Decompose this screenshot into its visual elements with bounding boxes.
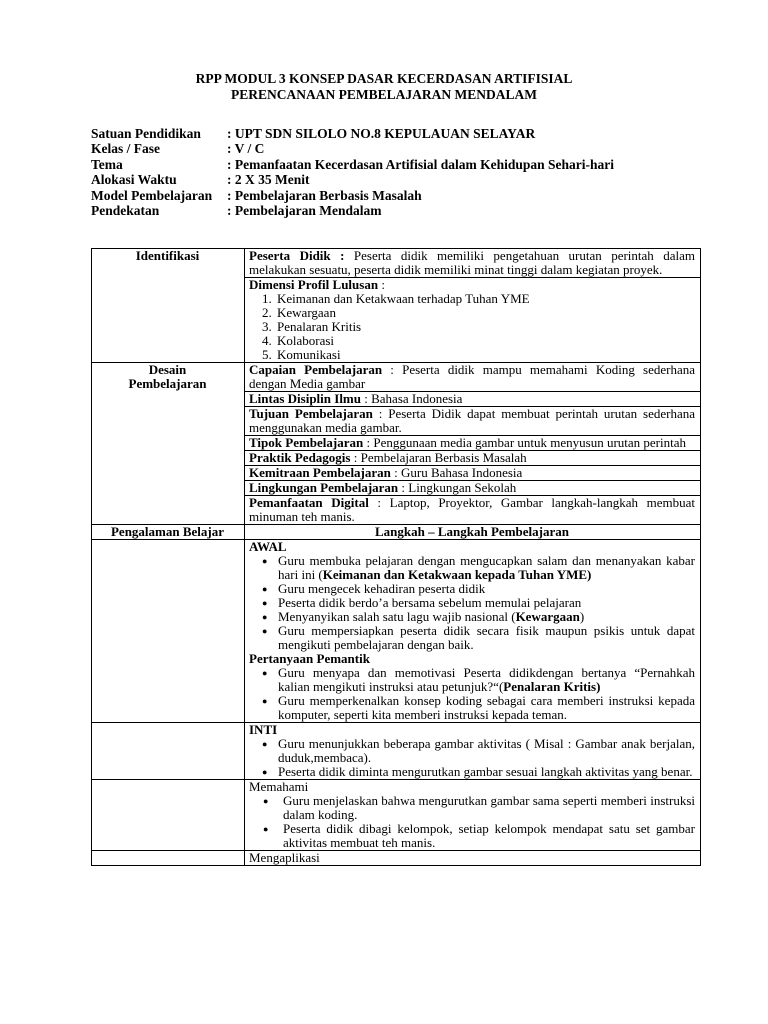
item-text: Peserta didik berdo’a bersama sebelum memulai pelajaran — [278, 595, 582, 610]
praktik-cell — [245, 451, 701, 466]
list-item: 3. Penalaran Kritis — [275, 320, 695, 334]
list-item — [278, 582, 695, 596]
row-text: : Laptop, Proyektor, Gambar langkah-langkah membuat minuman teh manis. — [249, 495, 696, 524]
item-after: ) — [579, 609, 585, 624]
item-text: Guru mengecek kehadiran peserta didik — [278, 581, 486, 596]
list-item: ● Peserta didik dibagi kelompok, setiap kelompok mendapat satu set gambar aktivitas membuat teh manis. — [283, 822, 695, 850]
document-title: RPP MODUL 3 KONSEP DASAR KECERDASAN ARTIFISIAL — [195, 71, 573, 86]
mengaplikasi-cell — [245, 851, 701, 866]
table-row — [92, 363, 701, 392]
desain-label-line1: Desain — [148, 362, 187, 377]
dimensi-label: Dimensi Profil Lulusan — [249, 277, 379, 292]
awal-cell — [245, 540, 701, 723]
inti-cell — [245, 723, 701, 780]
kemitraan-cell — [245, 466, 701, 481]
awal-list — [249, 554, 695, 652]
row-text: : Peserta didik mampu memahami Koding sederhana dengan Media gambar — [249, 362, 695, 391]
desain-label-line2: Pembelajaran — [128, 376, 207, 391]
table-row — [92, 525, 701, 540]
memahami-label: Memahami — [249, 779, 309, 794]
row-label: Praktik Pedagogis — [249, 450, 351, 465]
memahami-list — [249, 794, 695, 850]
list-item — [278, 610, 695, 624]
item-text: Guru mempersiapkan peserta didik secara fisik maupun psikis untuk dapat mengikuti pembelajaran dengan baik. — [278, 623, 695, 652]
list-item — [278, 624, 695, 652]
info-value: : V / C — [227, 141, 265, 157]
tipok-cell — [245, 436, 701, 451]
table-row — [92, 780, 701, 851]
inti-label: INTI — [249, 722, 278, 737]
pemantik-list — [249, 666, 695, 722]
empty-cell — [92, 780, 245, 851]
empty-cell — [92, 540, 245, 723]
dimensi-cell — [245, 278, 701, 363]
row-label: Tipok Pembelajaran — [249, 435, 364, 450]
info-value: : Pembelajaran Mendalam — [227, 203, 382, 219]
langkah-header: Langkah – Langkah Pembelajaran — [245, 525, 701, 540]
info-row-alokasi — [91, 172, 614, 187]
info-row-satuan — [91, 126, 614, 141]
info-row-tema — [91, 157, 614, 172]
mengaplikasi-label: Mengaplikasi — [249, 850, 320, 865]
item-text: Guru menyapa dan memotivasi Peserta didikdengan bertanya “Pernahkah kalian mengikuti instruksi atau petunjuk?“( — [278, 665, 695, 694]
item-bold: Keimanan dan Ketakwaan kepada Tuhan YME) — [322, 567, 592, 582]
list-item — [278, 596, 695, 610]
dimensi-list — [249, 292, 695, 362]
list-item: ● Guru menunjukkan beberapa gambar aktivitas ( Misal : Gambar anak berjalan, duduk,membaca). — [278, 737, 695, 765]
item-bold: Penalaran Kritis) — [503, 679, 601, 694]
table-row — [92, 723, 701, 780]
info-value: : Pemanfaatan Kecerdasan Artifisial dalam Kehidupan Sehari-hari — [227, 156, 615, 172]
row-text: : Guru Bahasa Indonesia — [390, 465, 523, 480]
list-item: 5. Komunikasi — [275, 348, 695, 362]
info-block — [91, 126, 614, 218]
table-row — [92, 249, 701, 278]
tujuan-cell — [245, 407, 701, 436]
document-subtitle: PERENCANAAN PEMBELAJARAN MENDALAM — [231, 87, 537, 102]
item-text: Guru membuka pelajaran dengan mengucapkan salam dan menanyakan kabar hari ini ( — [278, 553, 695, 582]
peserta-didik-text: Peserta didik memiliki pengetahuan urutan perintah dalam melakukan sesuatu, peserta didik memiliki minat tinggi dalam kegiatan proyek. — [249, 248, 696, 277]
section-label-desain — [92, 363, 245, 525]
awal-label: AWAL — [249, 539, 287, 554]
info-row-pendekatan — [91, 203, 614, 218]
pemantik-label: Pertanyaan Pemantik — [249, 651, 370, 666]
row-label: Lintas Disiplin Ilmu — [249, 391, 361, 406]
digital-cell — [245, 496, 701, 525]
info-key: Tema — [91, 156, 123, 172]
table-row — [92, 851, 701, 866]
list-item: ● Guru menjelaskan bahwa mengurutkan gambar sama seperti memberi instruksi dalam koding. — [283, 794, 695, 822]
info-value: : UPT SDN SILOLO NO.8 KEPULAUAN SELAYAR — [227, 126, 536, 141]
row-label: Kemitraan Pembelajaran — [249, 465, 391, 480]
info-key: Alokasi Waktu — [91, 172, 177, 188]
lingkungan-cell — [245, 481, 701, 496]
row-text: : Bahasa Indonesia — [361, 391, 463, 406]
info-row-model — [91, 188, 614, 203]
list-item: ● Peserta didik diminta mengurutkan gambar sesuai langkah aktivitas yang benar. — [278, 765, 695, 779]
inti-list — [249, 737, 695, 779]
list-item — [278, 666, 695, 694]
dimensi-colon: : — [378, 277, 385, 292]
list-item: 4. Kolaborasi — [275, 334, 695, 348]
list-item: 2. Kewargaan — [275, 306, 695, 320]
row-text: : Lingkungan Sekolah — [398, 480, 517, 495]
section-label-pengalaman: Pengalaman Belajar — [92, 525, 245, 540]
row-label: Tujuan Pembelajaran — [249, 406, 373, 421]
lesson-plan-table — [91, 248, 701, 866]
empty-cell — [92, 851, 245, 866]
row-text: : Pembelajaran Berbasis Masalah — [350, 450, 527, 465]
row-label: Capaian Pembelajaran — [249, 362, 383, 377]
empty-cell — [92, 723, 245, 780]
info-key: Model Pembelajaran — [91, 187, 213, 203]
list-item: 1. Keimanan dan Ketakwaan terhadap Tuhan YME — [275, 292, 695, 306]
peserta-didik-cell — [245, 249, 701, 278]
lintas-cell — [245, 392, 701, 407]
info-key: Pendekatan — [91, 203, 160, 219]
info-value: : 2 X 35 Menit — [227, 172, 310, 188]
item-bold: Kewargaan — [515, 609, 580, 624]
info-key: Kelas / Fase — [91, 141, 160, 157]
table-row — [92, 540, 701, 723]
item-text: Menyanyikan salah satu lagu wajib nasional ( — [278, 609, 516, 624]
memahami-cell — [245, 780, 701, 851]
row-text: : Peserta Didik dapat membuat perintah urutan sederhana menggunakan media gambar. — [249, 406, 695, 435]
item-text: Guru memperkenalkan konsep koding sebagai cara memberi instruksi kepada komputer, seperti kita memberi instruksi kepada teman. — [278, 693, 695, 722]
info-value: : Pembelajaran Berbasis Masalah — [227, 187, 422, 203]
peserta-didik-label: Peserta Didik : — [249, 248, 345, 263]
list-item — [278, 694, 695, 722]
row-label: Pemanfaatan Digital — [249, 495, 369, 510]
section-label-identifikasi: Identifikasi — [92, 249, 245, 363]
row-text: : Penggunaan media gambar untuk menyusun urutan perintah — [363, 435, 687, 450]
row-label: Lingkungan Pembelajaran — [249, 480, 399, 495]
info-row-kelas — [91, 141, 614, 156]
info-key: Satuan Pendidikan — [91, 126, 201, 141]
capaian-cell — [245, 363, 701, 392]
list-item — [278, 554, 695, 582]
